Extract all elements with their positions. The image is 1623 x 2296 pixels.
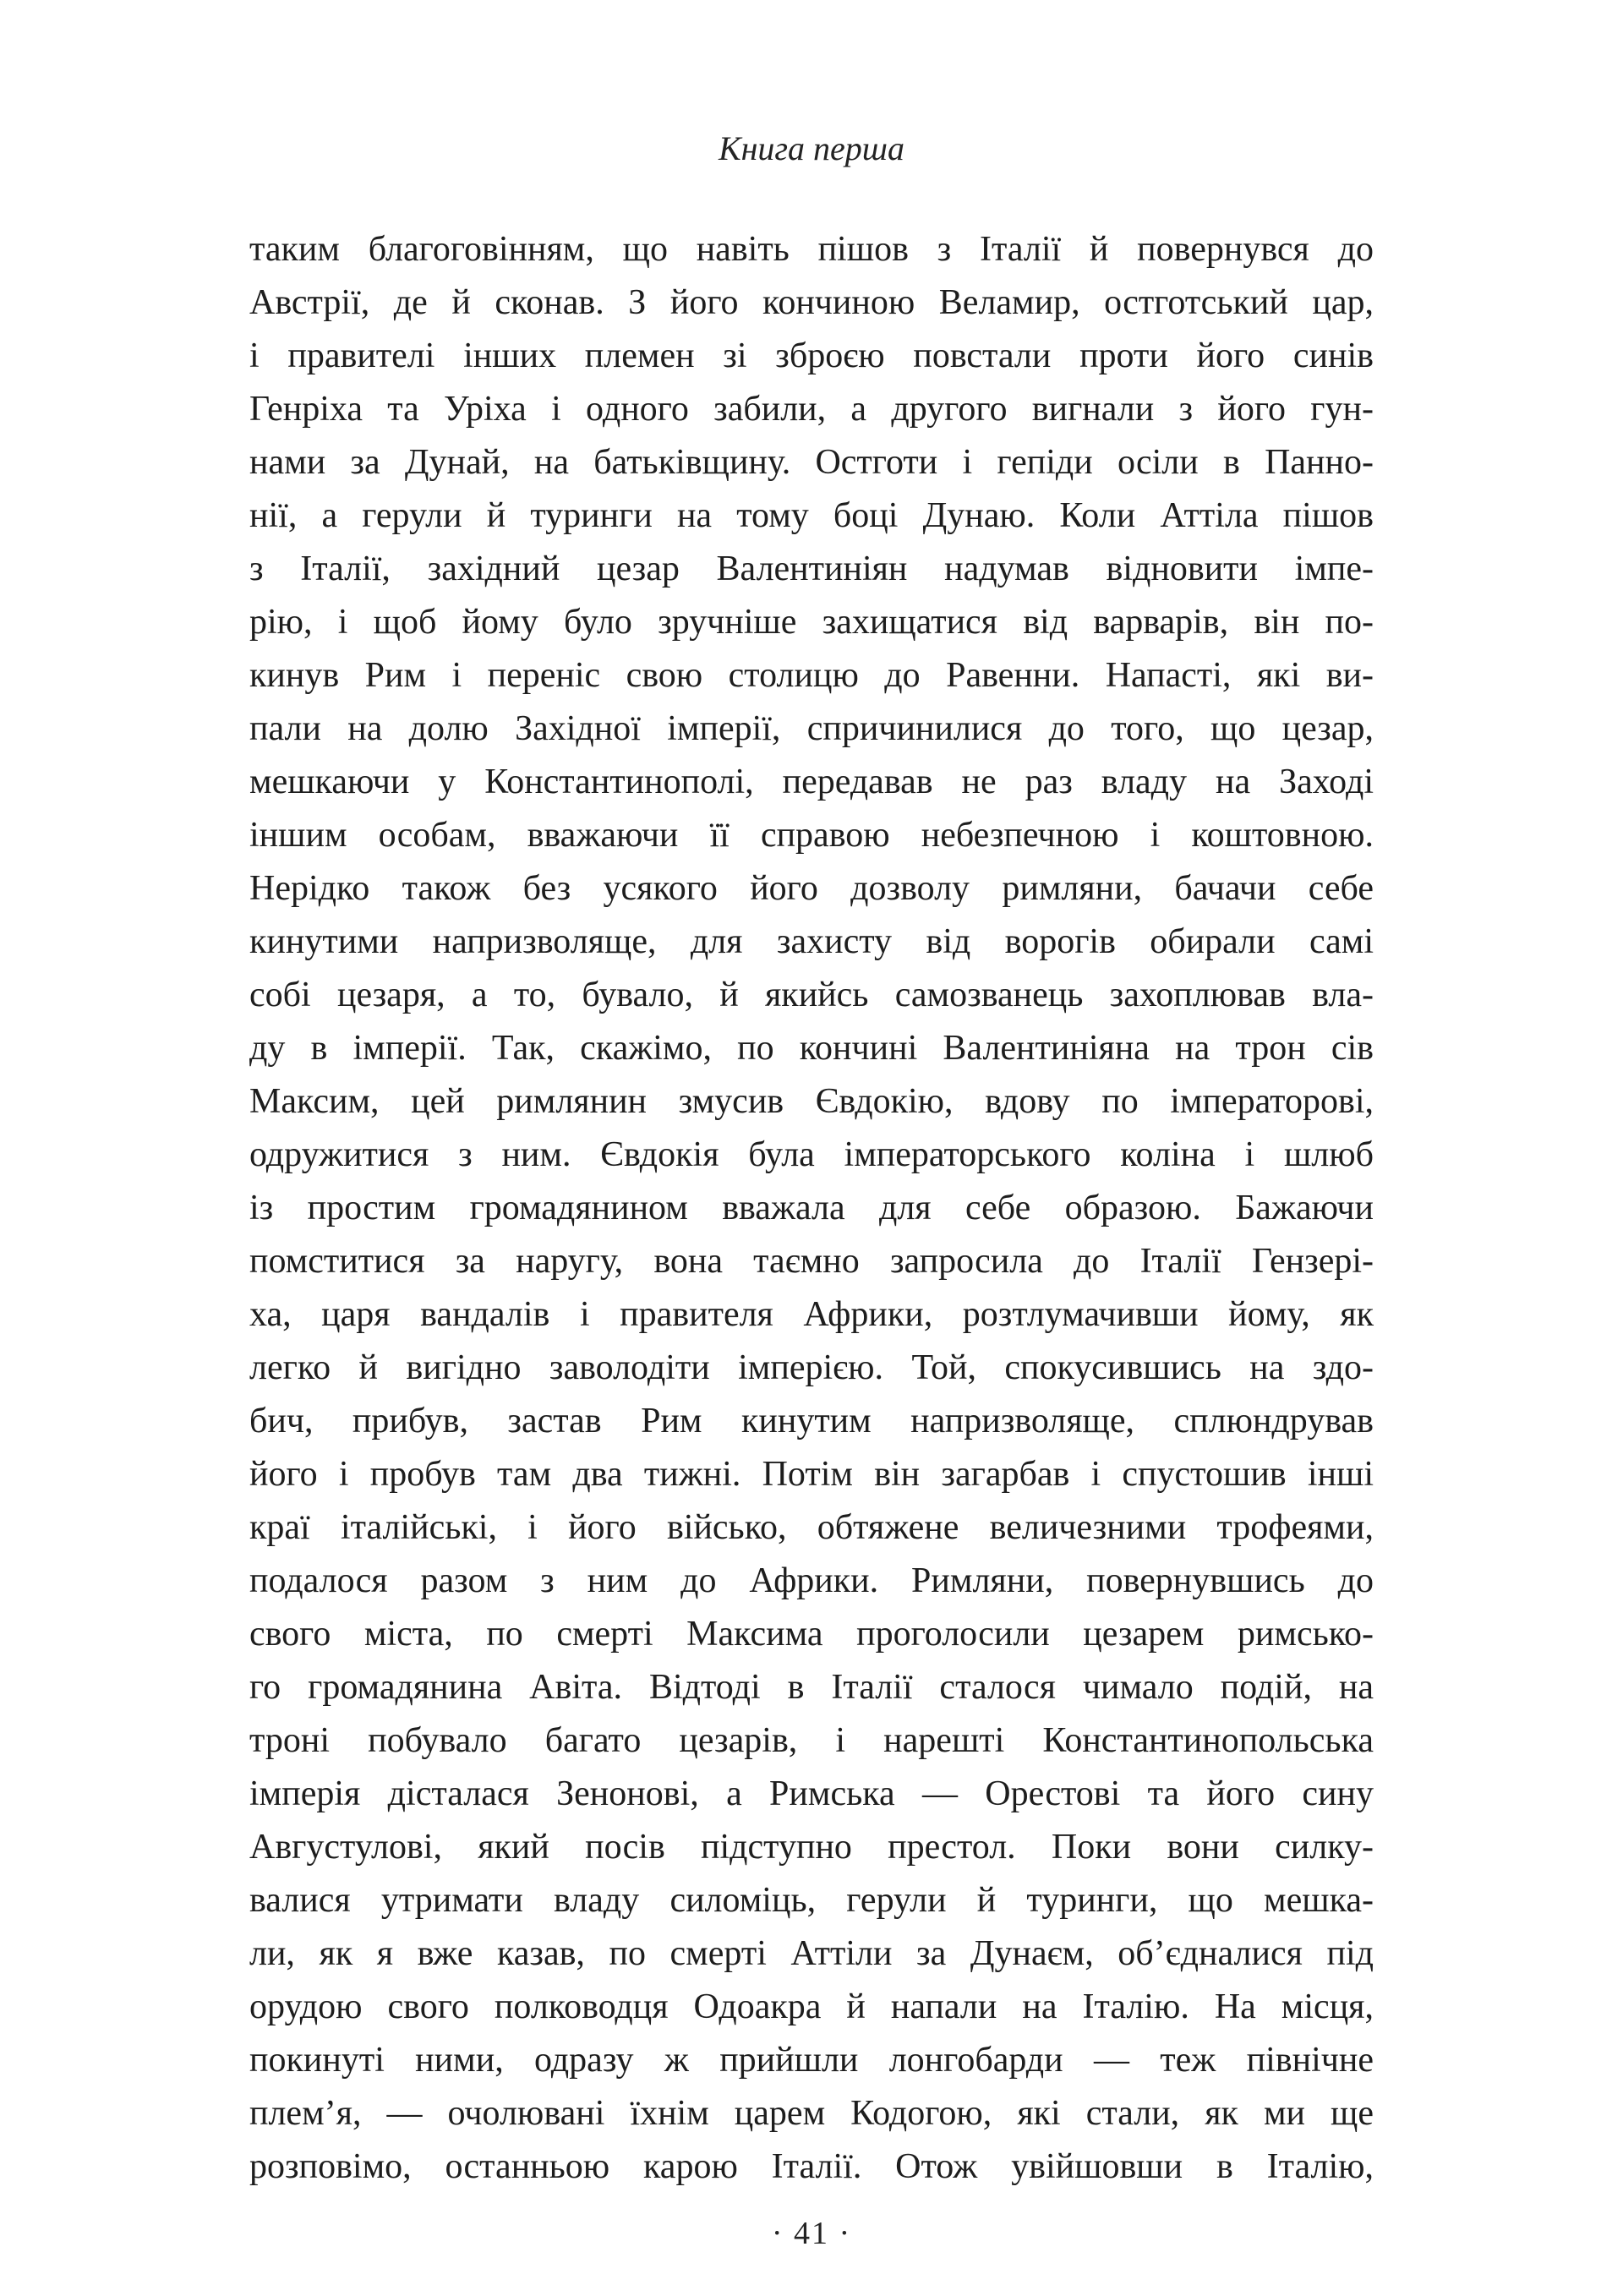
body-line: плем’я, — очолювані їхнім царем Кодогою, які стали, як ми ще [249,2094,1374,2133]
body-line: нами за Дунай, на батьківщину. Остготи і гепіди осіли в Панно- [249,443,1374,482]
body-line: Австрії, де й сконав. З його кончиною Веламир, остготський цар, [249,283,1374,322]
body-line: мешкаючи у Константинополі, передавав не раз владу на Заході [249,763,1374,801]
body-line: розповімо, останньою карою Італії. Отож увійшовши в Італію, [249,2147,1374,2186]
body-line: ду в імперії. Так, скажімо, по кончині Валентиніяна на трон сів [249,1029,1374,1068]
body-line: іншим особам, вважаючи її справою небезпечною і коштовною. [249,816,1374,855]
body-line: бич, прибув, застав Рим кинутим напризволяще, сплюндрував [249,1402,1374,1440]
body-line: його і пробув там два тижні. Потім він загарбав і спустошив інші [249,1455,1374,1494]
running-head: Книга перша [719,129,904,167]
body-line: легко й вигідно заволодіти імперією. Той, спокусившись на здо- [249,1348,1374,1387]
body-line: ха, царя вандалів і правителя Африки, розтлумачивши йому, як [249,1295,1374,1334]
body-line: таким благоговінням, що навіть пішов з Італії й повернувся до [249,230,1374,269]
body-line: валися утримати владу силоміць, герули й туринги, що мешка- [249,1881,1374,1920]
body-line: з Італії, західний цезар Валентиніян надумав відновити імпе- [249,549,1374,588]
body-line: із простим громадянином вважала для себе образою. Бажаючи [249,1189,1374,1227]
body-line: помститися за наругу, вона таємно запросила до Італії Гензері- [249,1242,1374,1281]
body-line: пали на долю Західної імперії, спричинилися до того, що цезар, [249,709,1374,748]
body-line: і правителі інших племен зі зброєю повстали проти його синів [249,336,1374,375]
body-line: свого міста, по смерті Максима проголосили цезарем римсько- [249,1615,1374,1654]
body-line: Генріха та Уріха і одного забили, а другого вигнали з його гун- [249,390,1374,429]
body-line: собі цезаря, а то, бувало, й якийсь самозванець захоплював вла- [249,976,1374,1014]
body-line: нії, а герули й туринги на тому боці Дунаю. Коли Аттіла пішов [249,496,1374,535]
body-line: покинуті ними, одразу ж прийшли лонгобарди — теж північне [249,2041,1374,2080]
body-line: Нерідко також без усякого його дозволу римляни, бачачи себе [249,869,1374,908]
body-line: ли, як я вже казав, по смерті Аттіли за Дунаєм, об’єдналися під [249,1934,1374,1973]
body-text [249,223,1374,2194]
body-line: імперія дісталася Зенонові, а Римська — Орестові та його сину [249,1774,1374,1813]
body-line: орудою свого полководця Одоакра й напали на Італію. На місця, [249,1987,1374,2026]
body-line: го громадянина Авіта. Відтоді в Італії сталося чимало подій, на [249,1668,1374,1707]
body-line: троні побувало багато цезарів, і нарешті Константинопольська [249,1721,1374,1760]
body-line: Августулові, який посів підступно престол. Поки вони силку- [249,1828,1374,1867]
body-line: кинутими напризволяще, для захисту від ворогів обирали самі [249,922,1374,961]
body-line: Максим, цей римлянин змусив Євдокію, вдову по імператорові, [249,1082,1374,1121]
body-line: рію, і щоб йому було зручніше захищатися від варварів, він по- [249,603,1374,642]
body-line: кинув Рим і переніс свою столицю до Равенни. Напасті, які ви- [249,656,1374,695]
page-number: · 41 · [771,2216,852,2251]
body-line: подалося разом з ним до Африки. Римляни, повернувшись до [249,1561,1374,1600]
body-line: одружитися з ним. Євдокія була імператорського коліна і шлюб [249,1135,1374,1174]
body-line: краї італійські, і його військо, обтяжене величезними трофеями, [249,1508,1374,1547]
